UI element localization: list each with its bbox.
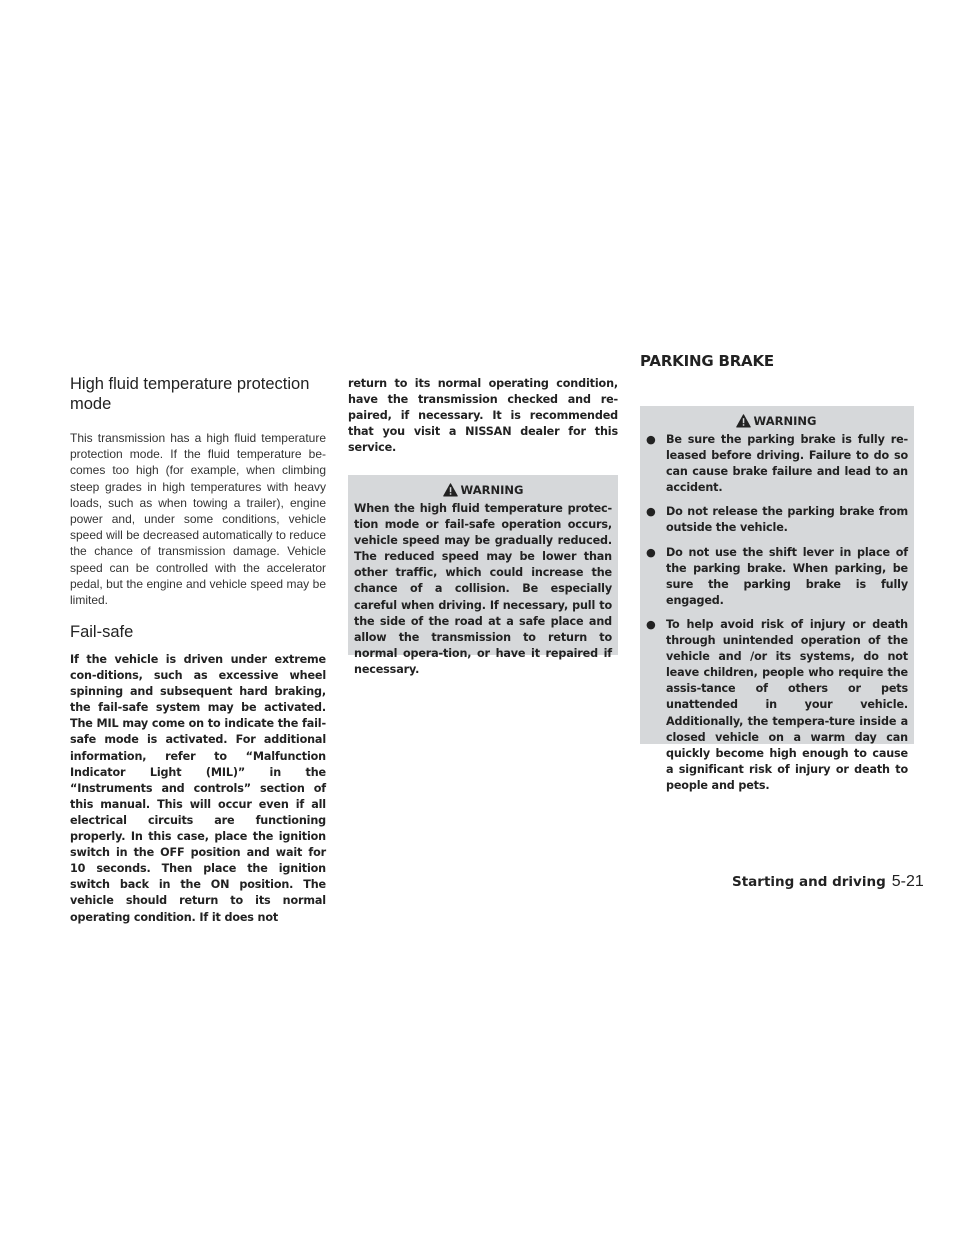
warning-label: WARNING	[753, 414, 817, 428]
warning-list	[644, 432, 908, 794]
section-title: PARKING BRAKE	[640, 352, 774, 370]
paragraph-fail-safe: If the vehicle is driven under extreme con-ditions, such as excessive wheel spinning and subsequent hard braking, the fail-safe system may be activated. The MIL may come on to indicate the fail-safe mode is activated. For additional information, refer to “Malfunction Indicator Light (MIL)” in the “Instruments and controls” section of this manual. This will occur even if all electrical circuits are functioning properly. In this case, place the ignition switch in the OFF position and wait for 10 seconds. Then place the ignition switch back in the ON position. The vehicle should return to its normal operating condition. If it does not	[70, 653, 326, 924]
warning-label: WARNING	[460, 483, 524, 497]
list-item	[644, 545, 908, 609]
warning-box-transmission	[348, 475, 618, 676]
paragraph-fail-safe-continued: return to its normal operating condition, have the transmission checked and re-paired, if necessary. It is recommended that you visit a NISSAN dealer for this service.	[348, 377, 618, 455]
heading-fail-safe: Fail-safe	[70, 623, 134, 641]
warning-box-parking-brake	[640, 406, 914, 792]
heading-high-fluid-temperature: High fluid temperature protection mode	[70, 375, 310, 413]
list-item	[644, 617, 908, 794]
warning-header	[354, 479, 612, 501]
paragraph-high-fluid-temperature: This transmission has a high fluid temperature protection mode. If the fluid temperature be-comes too high (for example, when climbing steep grades in high temperatures with heavy loads, such as when towing a trailer), engine power and, under some conditions, vehicle speed will be decreased automatically to reduce the chance of transmission damage. Vehicle speed can be controlled with the accelerator pedal, but the engine and vehicle speed may be limited.	[70, 431, 326, 608]
list-item-text: Be sure the parking brake is fully re-leased before driving. Failure to do so can cause brake failure and lead to an accident.	[666, 433, 908, 495]
bullet-icon: ●	[646, 545, 656, 559]
list-item	[644, 432, 908, 496]
list-item-text: To help avoid risk of injury or death through unintended operation of the vehicle and /or its systems, do not leave children, people who require the assis-tance of others or pets unattended in your vehicle. Additionally, the tempera-ture inside a closed vehicle on a warm day can quickly become high enough to cause a significant risk of injury or death to people and pets.	[666, 617, 908, 792]
page-footer	[732, 873, 924, 891]
list-item-text: Do not use the shift lever in place of the parking brake. When parking, be sure the parking brake is fully engaged.	[666, 545, 908, 607]
list-item-text: Do not release the parking brake from outside the vehicle.	[666, 505, 908, 535]
bullet-icon: ●	[646, 617, 656, 631]
warning-header	[644, 410, 908, 432]
warning-triangle-icon	[443, 483, 458, 497]
warning-text: When the high fluid temperature protec-tion mode or fail-safe operation occurs, vehicle speed may be gradually reduced. The reduced speed may be lower than other traffic, which could increase the chance of a collision. Be especially careful when driving. If necessary, pull to the side of the road at a safe place and allow the transmission to return to normal opera-tion, or have it repaired if necessary.	[354, 502, 612, 676]
footer-section-label: Starting and driving	[732, 874, 886, 890]
page-number: 5-21	[891, 873, 924, 890]
bullet-icon: ●	[646, 505, 656, 519]
bullet-icon: ●	[646, 433, 656, 446]
warning-triangle-icon	[736, 414, 751, 428]
list-item	[644, 504, 908, 536]
